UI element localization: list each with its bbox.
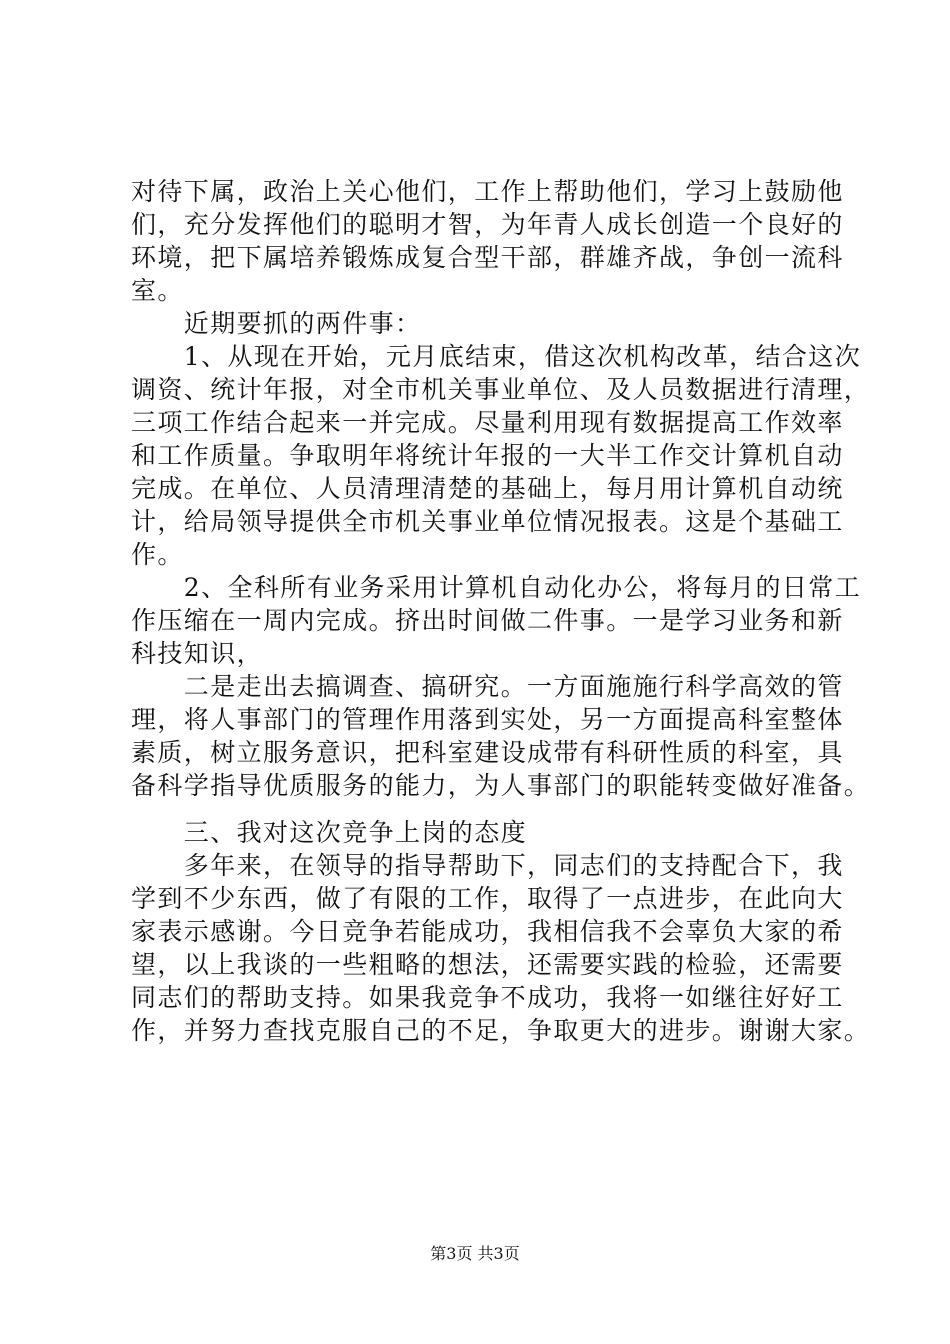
text-line: 1、从现在开始，元月底结束，借这次机构改革，结合这次	[131, 342, 862, 371]
text-line: 2、全科所有业务采用计算机自动化办公，将每月的日常工	[131, 573, 862, 602]
text-line: 多年来，在领导的指导帮助下，同志们的支持配合下，我	[131, 851, 844, 880]
text-line: 调资、统计年报，对全市机关事业单位、及人员数据进行清理，	[131, 375, 871, 404]
text-line: 素质，树立服务意识，把科室建设成带有科研性质的科室，具	[131, 738, 844, 767]
body-text-block-1	[131, 175, 871, 802]
text-line: 作。	[131, 540, 184, 569]
text-line: 和工作质量。争取明年将统计年报的一大半工作交计算机自动	[131, 441, 844, 470]
body-text-block-2	[131, 816, 871, 1047]
section-heading: 三、我对这次竞争上岗的态度	[131, 818, 528, 847]
text-line: 望，以上我谈的一些粗略的想法，还需要实践的检验，还需要	[131, 950, 844, 979]
text-line: 三项工作结合起来一并完成。尽量利用现有数据提高工作效率	[131, 408, 844, 437]
text-line: 们，充分发挥他们的聪明才智，为年青人成长创造一个良好的	[131, 210, 844, 239]
text-line: 完成。在单位、人员清理清楚的基础上，每月用计算机自动统	[131, 474, 844, 503]
text-line: 环境，把下属培养锻炼成复合型干部，群雄齐战，争创一流科	[131, 243, 844, 272]
text-line: 同志们的帮助支持。如果我竞争不成功，我将一如继往好好工	[131, 983, 844, 1012]
text-line: 计，给局领导提供全市机关事业单位情况报表。这是个基础工	[131, 507, 844, 536]
text-line: 近期要抓的两件事：	[131, 309, 422, 338]
text-line: 家表示感谢。今日竞争若能成功，我相信我不会辜负大家的希	[131, 917, 844, 946]
text-line: 室。	[131, 276, 184, 305]
text-line: 作，并努力查找克服自己的不足，争取更大的进步。谢谢大家。	[131, 1016, 871, 1045]
text-line: 对待下属，政治上关心他们，工作上帮助他们，学习上鼓励他	[131, 177, 844, 206]
page-number-footer: 第3页 共3页	[430, 1244, 520, 1263]
text-line: 科技知识，	[131, 639, 264, 668]
text-line: 理，将人事部门的管理作用落到实处，另一方面提高科室整体	[131, 705, 844, 734]
text-line: 备科学指导优质服务的能力，为人事部门的职能转变做好准备。	[131, 771, 871, 800]
text-line: 二是走出去搞调查、搞研究。一方面施施行科学高效的管	[131, 672, 844, 701]
text-line: 作压缩在一周内完成。挤出时间做二件事。一是学习业务和新	[131, 606, 844, 635]
text-line: 学到不少东西，做了有限的工作，取得了一点进步，在此向大	[131, 884, 844, 913]
